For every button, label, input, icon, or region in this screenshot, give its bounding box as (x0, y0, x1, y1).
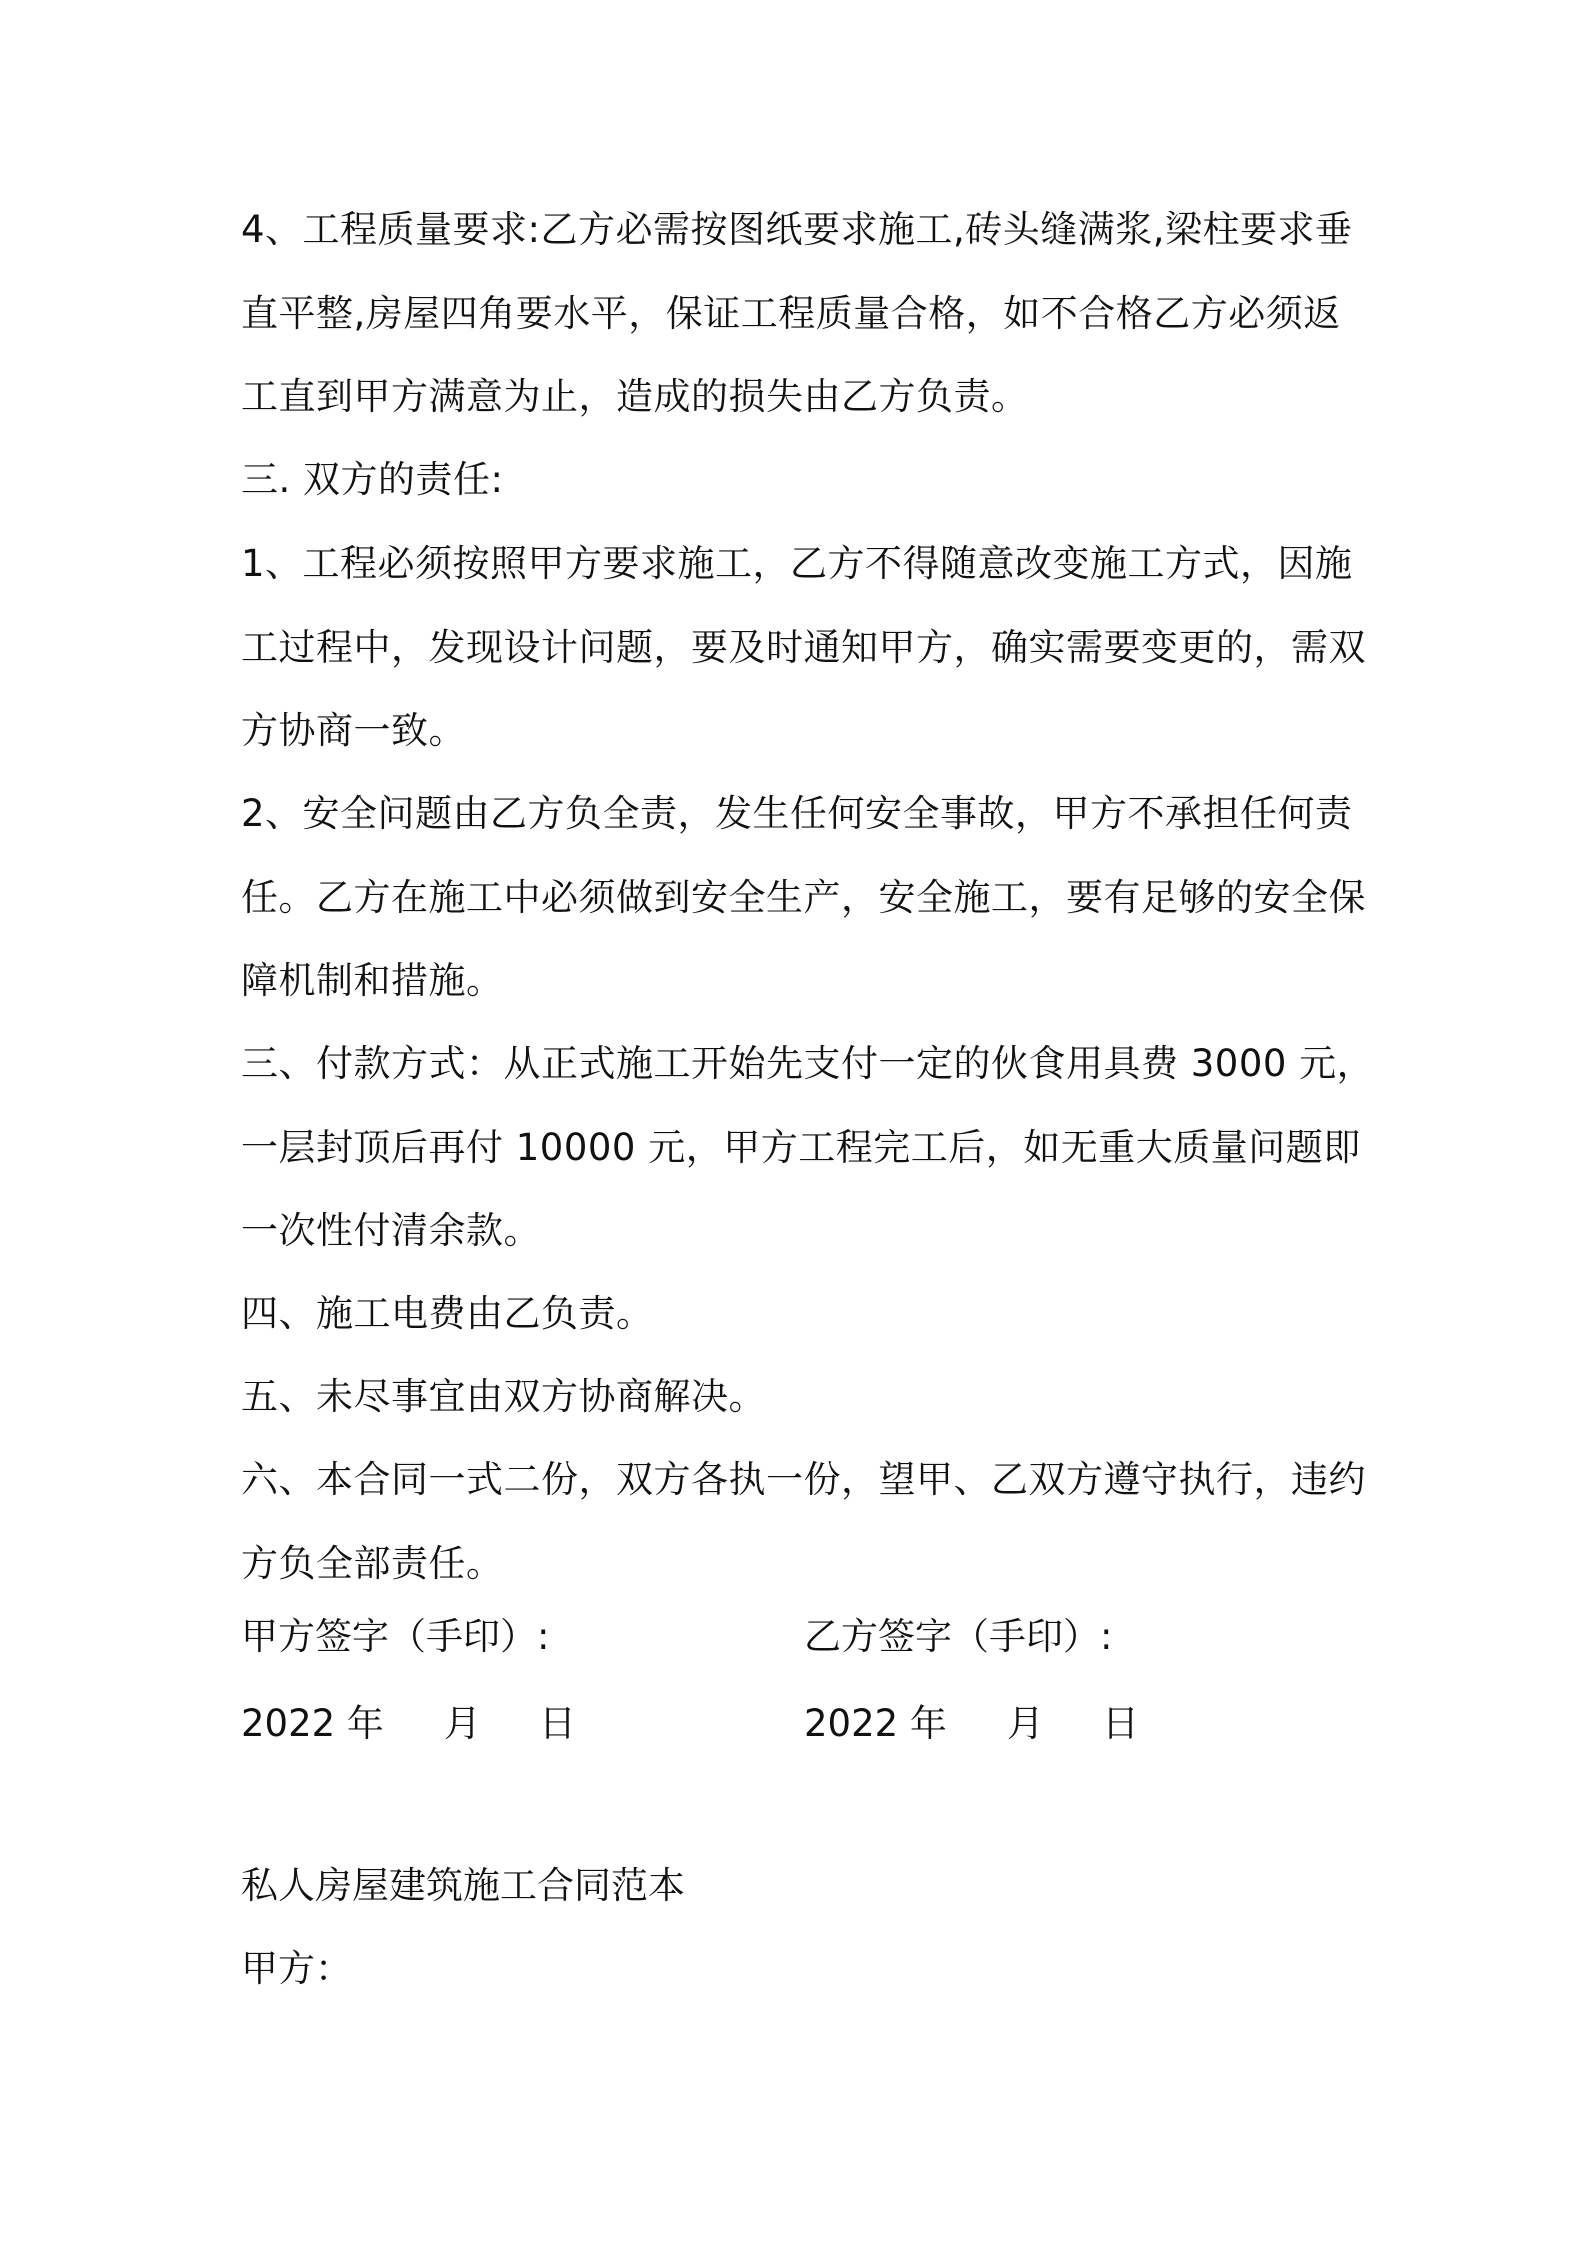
date-day: 日 (1101, 1702, 1139, 1745)
paragraph-payment (241, 1022, 1375, 1273)
text-line: 直平整,房屋四角要水平，保证工程质量合格，如不合格乙方必须返 (241, 291, 1341, 335)
date-year: 2022 年 (241, 1702, 384, 1745)
text-line: 1、工程必须按照甲方要求施工，乙方不得随意改变施工方式，因施 (241, 542, 1353, 585)
date-month: 月 (1006, 1702, 1044, 1745)
party-b-date (804, 1693, 1139, 1747)
text-line: 三、付款方式：从正式施工开始先支付一定的伙食用具费 3000 元， (241, 1042, 1375, 1085)
text-line: 工过程中，发现设计问题，要及时通知甲方，确实需要变更的，需双 (241, 625, 1366, 669)
paragraph-safety (241, 772, 1366, 1023)
date-day: 日 (538, 1702, 576, 1745)
text-line: 六、本合同一式二份，双方各执一份，望甲、乙双方遵守执行，违约 (241, 1458, 1366, 1501)
text-line: 五、未尽事宜由双方协商解决。 (241, 1375, 766, 1418)
text-line: 障机制和措施。 (241, 959, 504, 1002)
party-a-signature-label: 甲方签字（手印）: (241, 1615, 550, 1658)
text-line: 工直到甲方满意为止，造成的损失由乙方负责。 (241, 375, 1029, 418)
text-line: 2、安全问题由乙方负全责，发生任何安全事故，甲方不承担任何责 (241, 792, 1353, 835)
text-line: 三. 双方的责任: (241, 458, 504, 501)
party-a-line: 甲方： (241, 1947, 352, 1990)
text-line: 方负全部责任。 (241, 1541, 504, 1585)
section-heading-responsibilities (241, 438, 1361, 522)
paragraph-electricity (241, 1272, 1361, 1356)
text-line: 一层封顶后再付 10000 元，甲方工程完工后，如无重大质量问题即 (241, 1125, 1361, 1169)
paragraph-unresolved-matters (241, 1355, 1361, 1439)
text-line: 一次性付清余款。 (241, 1209, 541, 1252)
paragraph-quality-requirements (241, 188, 1361, 439)
text-line: 任。乙方在施工中必须做到安全生产，安全施工，要有足够的安全保 (241, 875, 1366, 919)
date-month: 月 (443, 1702, 481, 1745)
paragraph-construction-requirements (241, 522, 1366, 773)
text-line: 四、施工电费由乙负责。 (241, 1292, 654, 1335)
party-a-date (241, 1693, 576, 1747)
text-line: 4、工程质量要求:乙方必需按图纸要求施工,砖头缝满浆,梁柱要求垂 (241, 208, 1353, 251)
date-year: 2022 年 (804, 1702, 947, 1745)
next-contract-title: 私人房屋建筑施工合同范本 (241, 1864, 685, 1907)
text-line: 方协商一致。 (241, 709, 466, 752)
party-b-signature-label: 乙方签字（手印）: (804, 1615, 1113, 1658)
paragraph-copies (241, 1438, 1366, 1605)
